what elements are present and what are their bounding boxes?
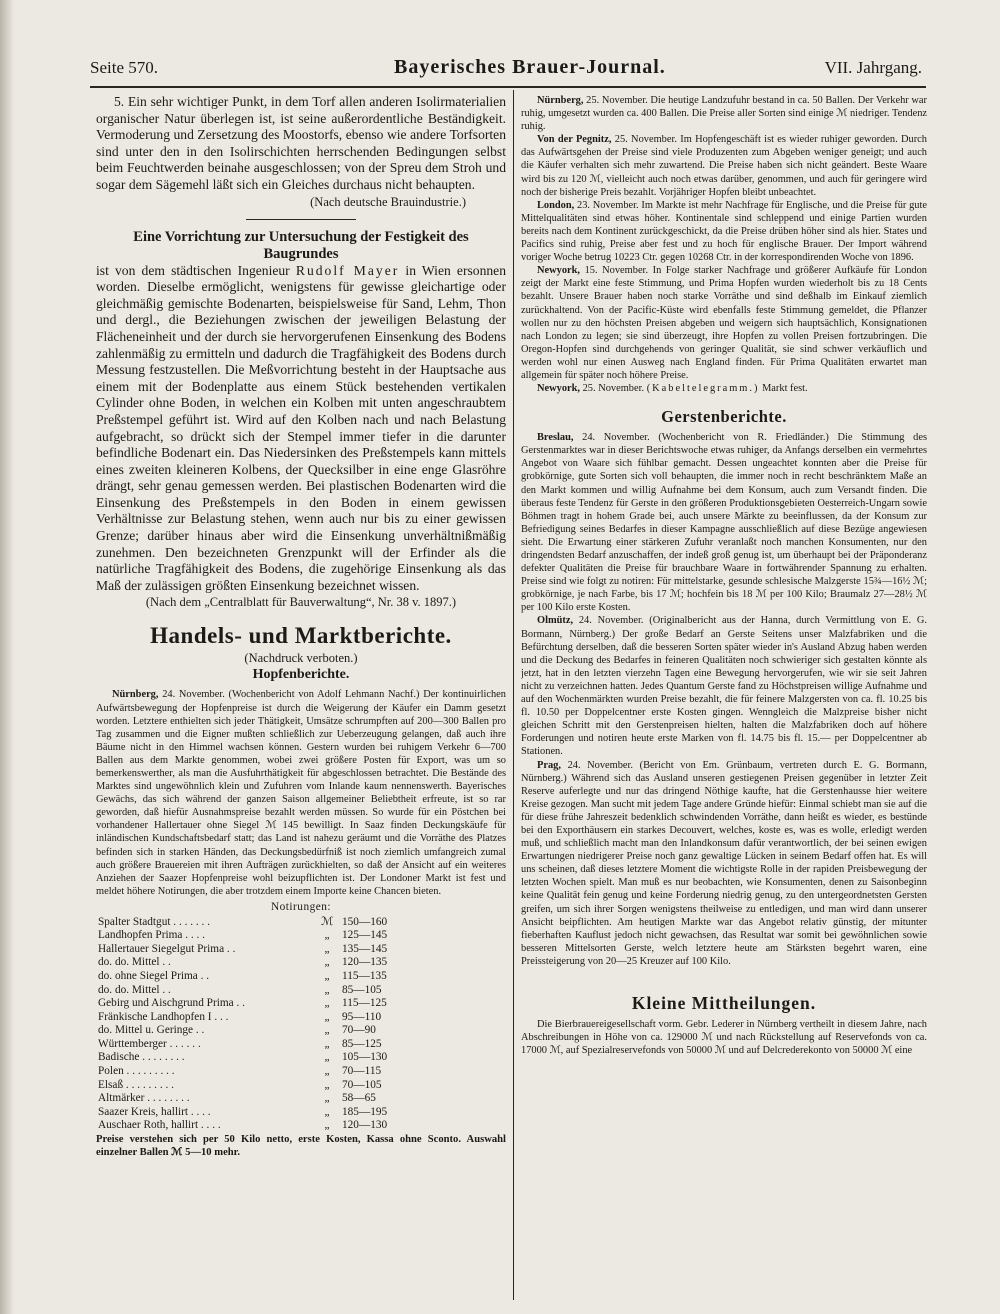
quote-currency: „ bbox=[324, 942, 330, 955]
article-torf-paragraph: 5. Ein sehr wichtiger Punkt, in dem Torf allen anderen Isolirmaterialien organischer Natur überlegen ist, ist seine außerordentliche Beständigkeit. Vermoderung und Zersetzung des Moostorfs, ebenso wie andere Torfsorten sind unter den in den Isolirschichten herrschenden Bedingungen selbst beim Feuchtwerden beinahe ausgeschlossen; von der Spreu dem Stroh und sogar dem Sägemehl läßt sich ein Gleiches durchaus nicht behaupten. bbox=[96, 94, 506, 192]
page-number: Seite 570. bbox=[90, 58, 158, 77]
quote-row bbox=[96, 997, 506, 1011]
report-olmuetz: Olmütz, 24. November. (Originalbericht aus der Hanna, durch Vermittlung von E. G. Bormann, Nürnberg.) Der große Bedarf an Gerste Seitens unser Malzfabriken und die Befürchtung derselben, daß die besseren Sorten später wieder in's Ausland Abzug haben werden und die Deckung des Bedarfes in feineren Qualitäten noch schwieriger sich gestalten könnte als jetzt, hat in den letzten vierzehn Tagen eine Bewegung hervorgerufen, wie wir sie seit Jahren nicht zu verzeichnen hatten. Jedes Quantum Gerste fand zu Höchstpreisen willige Aufnahme und auf den Wochenmärkten wurden Preise bezahlt, die für feinere Malzgersten von ca. fl. 10.25 bis fl. 10.50 per Doppelcentner erste Kosten gingen. Wenngleich die Malzpreise bisher nicht gleichen Schritt mit den Gerstenpreisen hielten, halten die Malzfabriken doch auf höhere Forderungen und notiren heute erste Marken von fl. 14.75 bis fl. 15.— per Doppelcentner ab Stationen. bbox=[521, 615, 927, 758]
quote-row bbox=[96, 1011, 506, 1025]
quote-currency: „ bbox=[324, 929, 330, 942]
report-nuernberg-24: Nürnberg, 24. November. (Wochenbericht von Adolf Lehmann Nachf.) Der kontinuirlichen Aufwärtsbewegung der Hopfenpreise ist durch die Weigerung der Käufer ein Damm gesetzt worden. Letztere enthielten sich jeder Thätigkeit, Umsätze schrumpften auf 200—300 Ballen pro Tag zusammen und die Eigner mußten schließlich zur Ueberzeugung gelangen, daß auch ihre Bäume nicht in den Himmel wachsen können. Gestern wurden bei ruhigem Verkehr 6—700 Ballen aus dem Markte genommen, wobei zwei größere Posten für Export, was um so bemerkenswerther, als man die Ausfuhrthätigkeit für abgeschlossen betrachtet. Die Bestände des Marktes sind ungewöhnlich klein und Zufuhren vom Inlande kaum nennenswerth. Bayerisches Gewächs, das sich während der ganzen Saison allgemeiner Beliebtheit erfreute, ist so rar geworden, daß hiefür Ausnahmspreise bezahlt werden müssen. So wurde für ein Pöstchen bei vorhandener Hallertauer ohne Siegel ℳ 145 bewilligt. In Saaz finden Deckungskäufe für inländischen Kundschaftsbedarf statt; das Land ist nahezu geräumt und die Vorräthe des Platzes befinden sich in starken Händen, das Deckungsbedürfniß ist noch ziemlich umfangreich zumal auch größere Brauereien mit ihren Aufträgen zurückhielten, so daß der Ansicht auf ein weiteres Anziehen der Saazer Hopfenpreise wohl beizupflichten ist. Der Londoner Markt ist fest und meldet höhere Notirungen, die aber trotzdem einem Importe keine Chancen bieten. bbox=[96, 689, 506, 897]
quote-price: 120—135 bbox=[342, 956, 388, 969]
quote-row bbox=[96, 1038, 506, 1052]
quote-variety: Polen . . . . . . . . . bbox=[98, 1065, 175, 1078]
quote-price: 85—105 bbox=[342, 983, 382, 996]
quote-variety: do. do. Mittel . . bbox=[98, 983, 171, 996]
header-rule bbox=[90, 86, 926, 88]
report-city: Newyork, bbox=[537, 265, 580, 277]
quote-variety: Württemberger . . . . . . bbox=[98, 1037, 201, 1050]
journal-title: Bayerisches Brauer-Journal. bbox=[394, 56, 666, 78]
quote-variety: Landhopfen Prima . . . . bbox=[98, 929, 205, 942]
quote-currency: „ bbox=[324, 1105, 330, 1118]
article-torf-source: (Nach deutsche Brauindustrie.) bbox=[310, 194, 466, 209]
quote-price: 70—105 bbox=[342, 1078, 382, 1091]
divider bbox=[246, 219, 356, 220]
report-city: Olmütz, bbox=[537, 615, 574, 627]
barley-title: Gerstenberichte. bbox=[661, 407, 787, 427]
quote-variety: Gebirg und Aischgrund Prima . . bbox=[98, 997, 245, 1010]
quote-currency: „ bbox=[324, 1051, 330, 1064]
quote-currency: „ bbox=[324, 1024, 330, 1037]
inventor-name: Rudolf Mayer bbox=[295, 262, 400, 278]
quote-price: 135—145 bbox=[342, 942, 388, 955]
quote-price: 125—145 bbox=[342, 929, 388, 942]
column-rule bbox=[513, 90, 514, 1300]
quote-variety: Altmärker . . . . . . . . bbox=[98, 1092, 190, 1105]
report-city: Von der Pegnitz, bbox=[537, 134, 612, 146]
quote-row bbox=[96, 1092, 506, 1106]
quote-price: 95—110 bbox=[342, 1010, 382, 1023]
quote-variety: do. Mittel u. Geringe . . bbox=[98, 1024, 205, 1037]
quote-variety: do. ohne Siegel Prima . . bbox=[98, 969, 210, 982]
quote-variety: do. do. Mittel . . bbox=[98, 956, 171, 969]
quote-variety: Elsaß . . . . . . . . . bbox=[98, 1078, 174, 1091]
report-city: Breslau, bbox=[537, 432, 574, 444]
section-note: (Nachdruck verboten.) bbox=[244, 651, 358, 666]
article-baugrund-paragraph: ist von dem städtischen Ingenieur Rudolf Mayer in Wien ersonnen worden. Dieselbe ermöglicht, wenigstens für gewisse gleichartige oder gleichmäßig gemischte Bodenarten, beispielsweise für Sand, Lehm, Thon und dergl., die Beziehungen zwischen der jeweiligen Belastung der Flächeneinheit und der durch sie hervorgerufenen Einsenkung des Bodens zahlenmäßig zu ermitteln und dadurch die Tragfähigkeit des Bodens durch Messung festzustellen. Die Meßvorrichtung besteht in der Hauptsache aus einem mit der Bodenplatte aus einem Stück bestehenden vertikalen Cylinder ohne Boden, in welchen ein Kolben mit unten angeschraubtem Preßstempel geführt ist. Wird auf den Kolben nach und nach Belastung aufgebracht, so drückt sich der Stempel immer tiefer in die darunter befindliche Bodenart ein. Das Niedersinken des Preßstempels kann mittels eines zweiten kleineren Kolbens, der Quecksilber in eine enge Glasröhre drängt, sehr genau gemessen werden. Bei plastischen Bodenarten wird die Einsenkung des Preßstempels in den Boden in einem gewissen Verhältnisse zur Belastung stehen, wenn auch nur bis zu einer gewissen Grenze; darüber hinaus aber wird die Einsenkung unverhältnißmäßig zunehmen. Den bezeichneten Grenzpunkt will der Erfinder als die natürliche Tragfähigkeit des Bodens, die zugehörige Einsenkung als das Maß der zulässigen größten Einsenkung bezeichnet wissen. bbox=[96, 262, 506, 593]
report-newyork-25: Newyork, 25. November. (Kabeltelegramm.) Markt fest. bbox=[537, 383, 808, 395]
report-nuernberg-25: Nürnberg, 25. November. Die heutige Landzufuhr bestand in ca. 50 Ballen. Der Verkehr war ruhig, umgesetzt wurden ca. 400 Ballen. Die Preise aller Sorten sind einige ℳ niedriger. Tendenz ruhig. bbox=[521, 95, 927, 133]
left-column bbox=[96, 94, 506, 1304]
report-prag: Prag, 24. November. (Bericht von Em. Grünbaum, vertreten durch E. G. Bormann, Nürnberg.) Während sich das Ausland unseren gestiegenen Preisen gegenüber in letzter Zeit Reserve auferlegte und nur das dringend Nöthige kaufte, hat die Gerstenhausse hier weitere Kreise gezogen. Man sucht mit jedem Tage andere Gründe hiefür: Einmal schiebt man sie auf die für diese frühe Jahreszeit bedenklich schwindenden Vorräthe, dann heißt es wieder, es bestünde bei den Exporthäusern ein starkes Decouvert, welches, koste es, was es wolle, erledigt werden muß, und schließlich macht man den Inlandkonsum dafür verantwortlich, der bei seinen ewigen Erwartungen niedrigerer Preise noch ganz gewaltige Lücken in seinem Bedarf offen hat. Es will uns scheinen, daß dieses letztere Moment die wichtigste Rolle in der rapiden Preisbewegung der letzten Wochen spielt. Man muß es nur beobachten, wie Konsumenten, denen zu Saisonbeginn keine Qualität fein genug und keine Forderung niedrig genug, zu den untergeordnetsten Gersten greifen, um sich ihrer Sorgen wenigstens theilweise zu entledigen, und man wird dann unserer Ansicht beipflichten. Am heutigen Markte war das Angebot relativ günstig, der mitunter fieberhaften Kauflust jedoch nicht gewachsen, das Resultat war somit bei gewöhnlichen sowie besseren Mittelsorten Gerste, welch letztere heute am Stärksten begehrt waren, eine Preissteigerung von 20—25 Kreuzer auf 100 Kilo. bbox=[521, 759, 927, 967]
quote-currency: „ bbox=[324, 956, 330, 969]
small-notes-paragraph: Die Bierbrauereigesellschaft vorm. Gebr. Lederer in Nürnberg vertheilt in diesem Jahre, nach Abschreibungen in Höhe von ca. 129000 ℳ und nach Rückstellung auf Reservefonds von ca. 17000 ℳ, auf Spezialreservefonds von 50000 ℳ und auf Delcrederekonto von 50000 ℳ eine bbox=[521, 1019, 927, 1057]
quote-row bbox=[96, 956, 506, 970]
right-column bbox=[521, 94, 927, 1304]
quote-row bbox=[96, 929, 506, 943]
report-london: London, 23. November. Im Markte ist mehr Nachfrage für Englische, und die Preise für gute Mittelqualitäten sind etwas höher. Kontinentale sind schleppend und einige Partien wurden bereits nach dem Kontinent zurückgeschickt, da die Preise drüben höher sind als hier. States und Pacifics sind ruhig, Preise aber fest und zu hoch für englische Brauer. Der Import während voriger Woche betrug 10223 Ctr. gegen 10268 Ctr. in der korrespondirenden Woche von 1896. bbox=[521, 199, 927, 264]
section-title: Handels- und Marktberichte. bbox=[150, 623, 452, 649]
quote-row bbox=[96, 984, 506, 998]
quote-currency: ℳ bbox=[320, 915, 334, 928]
quote-variety: Fränkische Landhopfen I . . . bbox=[98, 1010, 229, 1023]
report-city: Nürnberg, bbox=[112, 689, 159, 701]
quote-variety: Spalter Stadtgut . . . . . . . bbox=[98, 915, 211, 928]
quotes-heading: Notirungen: bbox=[270, 900, 332, 913]
report-newyork-15: Newyork, 15. November. In Folge starker Nachfrage und größerer Aufkäufe für London zeigt der Markt eine feste Stimmung, und Prima Hopfen wurden wiederholt bis zu 18 Cents bezahlt. Unsere Brauer haben noch starke Vorräthe und sind deßhalb im Einkauf ziemlich zurückhaltend. Von der Pacific-Küste wird ebenfalls feste Stimmung gemeldet, die Pflanzer wollen nur zu den höchsten Preisen abgeben und weigern sich hauptsächlich, Konsignationen nach London zu legen; sie sind überzeugt, ihre Hopfen zu vollen Preisen fortzubringen. Die Oregon-Hopfen sind durchgehends von geringer Qualität, sie sind schwer verkäuflich und werden wohl nur einen Ausweg nach England finden. Für Prima Qualitäten erwartet man allgemein für später noch höhere Preise. bbox=[521, 265, 927, 381]
quote-price: 105—130 bbox=[342, 1051, 388, 1064]
quote-row bbox=[96, 970, 506, 984]
small-notes-title: Kleine Mittheilungen. bbox=[631, 993, 817, 1013]
quote-row bbox=[96, 1106, 506, 1120]
page-header bbox=[84, 56, 924, 82]
report-pegnitz: Von der Pegnitz, 25. November. Im Hopfengeschäft ist es wieder ruhiger geworden. Durch das Aufwärtsgehen der Preise sind viele Produzenten zum Abgeben weniger geneigt; und auch die Käufer verhalten sich mehr zuwartend. Die Preise haben sich nicht geändert. Beste Waare wird bis zu 120 ℳ, vielleicht auch noch etwas darüber, genommen, und auch für geringere wird noch der bisherige Preis bezahlt. Vorjähriger Hopfen bleibt unbeachtet. bbox=[521, 134, 927, 198]
report-breslau: Breslau, 24. November. (Wochenbericht von R. Friedländer.) Die Stimmung des Gerstenmarktes war in dieser Berichtswoche etwas ruhiger, da Anfangs derselben ein vermehrtes Angebot von Waare sich fühlbar gemacht. Dessen ungeachtet konnten aber die Preise für grobkörnige, gute Sorten sich voll behaupten, die immer noch in recht beschränktem Maße an den Markt kommen und willig Aufnahme bei dem Konsum, auch zum Versandt finden. Die überaus feste Tendenz für Gerste in den größeren Produktionsgebieten Oesterreich-Ungarn sowie Böhmen tragt in hohem Grade bei, auch unsere Märkte zu beeinflussen, da der Konsum zur Befriedigung seines Bedarfes in dieser Kampagne ausschließlich auf diese Bezüge angewiesen sieht. Die Erwartung einer stärkeren Zufuhr veranlaßt noch manchen Konsumenten, nur den dringendsten Bedarf anzuschaffen, der indeß groß genug ist, um überhaupt bei der Präponderanz defekter Qualitäten die Preise für brauchbare Waare in fortwährender Spannung zu erhalten. Preise sind wie folgt zu notiren: Für mittelstarke, gesunde schlesische Malzgerste 15¾—16½ ℳ; grobkörnige, je nach Farbe, bis 17 ℳ; hochfein bis 18 ℳ per 100 Kilo; Braumalz 27—28½ ℳ per 100 Kilo erste Kosten. bbox=[521, 432, 927, 614]
quote-price: 85—125 bbox=[342, 1037, 382, 1050]
quote-currency: „ bbox=[324, 1010, 330, 1023]
quotes-footnote: Preise verstehen sich per 50 Kilo netto, erste Kosten, Kassa ohne Sconto. Auswahl einzelner Ballen ℳ 5—10 mehr. bbox=[96, 1134, 506, 1159]
volume-year: VII. Jahrgang. bbox=[824, 58, 922, 77]
article-baugrund-source: (Nach dem „Centralblatt für Bauverwaltung“, Nr. 38 v. 1897.) bbox=[145, 595, 457, 610]
quote-currency: „ bbox=[324, 997, 330, 1010]
quote-price: 115—125 bbox=[342, 997, 387, 1010]
quote-row bbox=[96, 1079, 506, 1093]
quote-row bbox=[96, 943, 506, 957]
quote-row bbox=[96, 916, 506, 930]
quote-row bbox=[96, 1065, 506, 1079]
quote-currency: „ bbox=[324, 1065, 330, 1078]
quote-row bbox=[96, 1024, 506, 1038]
report-city: Nürnberg, bbox=[537, 95, 584, 106]
price-quotes bbox=[96, 901, 506, 1159]
quote-currency: „ bbox=[324, 969, 330, 982]
quote-currency: „ bbox=[324, 983, 330, 996]
quote-row bbox=[96, 1119, 506, 1133]
quote-row bbox=[96, 1051, 506, 1065]
quote-currency: „ bbox=[324, 1092, 330, 1105]
quote-variety: Auschaer Roth, hallirt . . . . bbox=[98, 1119, 221, 1132]
quote-price: 150—160 bbox=[342, 915, 388, 928]
quote-variety: Badische . . . . . . . . bbox=[98, 1051, 185, 1064]
quote-currency: „ bbox=[324, 1078, 330, 1091]
quote-price: 185—195 bbox=[342, 1105, 388, 1118]
quote-variety: Hallertauer Siegelgut Prima . . bbox=[98, 942, 236, 955]
report-city: Newyork, bbox=[537, 383, 580, 395]
report-city: Prag, bbox=[537, 759, 561, 771]
report-city: London, bbox=[537, 199, 575, 211]
quote-price: 58—65 bbox=[342, 1092, 376, 1105]
quote-price: 115—135 bbox=[342, 969, 387, 982]
hops-title: Hopfenberichte. bbox=[252, 667, 350, 683]
quote-price: 70—115 bbox=[342, 1065, 382, 1078]
quote-price: 120—130 bbox=[342, 1119, 388, 1132]
scan-edge bbox=[0, 0, 14, 1314]
quote-list bbox=[96, 916, 506, 1134]
quote-currency: „ bbox=[324, 1119, 330, 1132]
cable-note: (Kabeltelegramm.) bbox=[646, 383, 760, 395]
article-baugrund-title: Eine Vorrichtung zur Untersuchung der Festigkeit des Baugrundes bbox=[133, 228, 469, 262]
quote-currency: „ bbox=[324, 1037, 330, 1050]
quote-price: 70—90 bbox=[342, 1024, 376, 1037]
quote-variety: Saazer Kreis, hallirt . . . . bbox=[98, 1105, 211, 1118]
